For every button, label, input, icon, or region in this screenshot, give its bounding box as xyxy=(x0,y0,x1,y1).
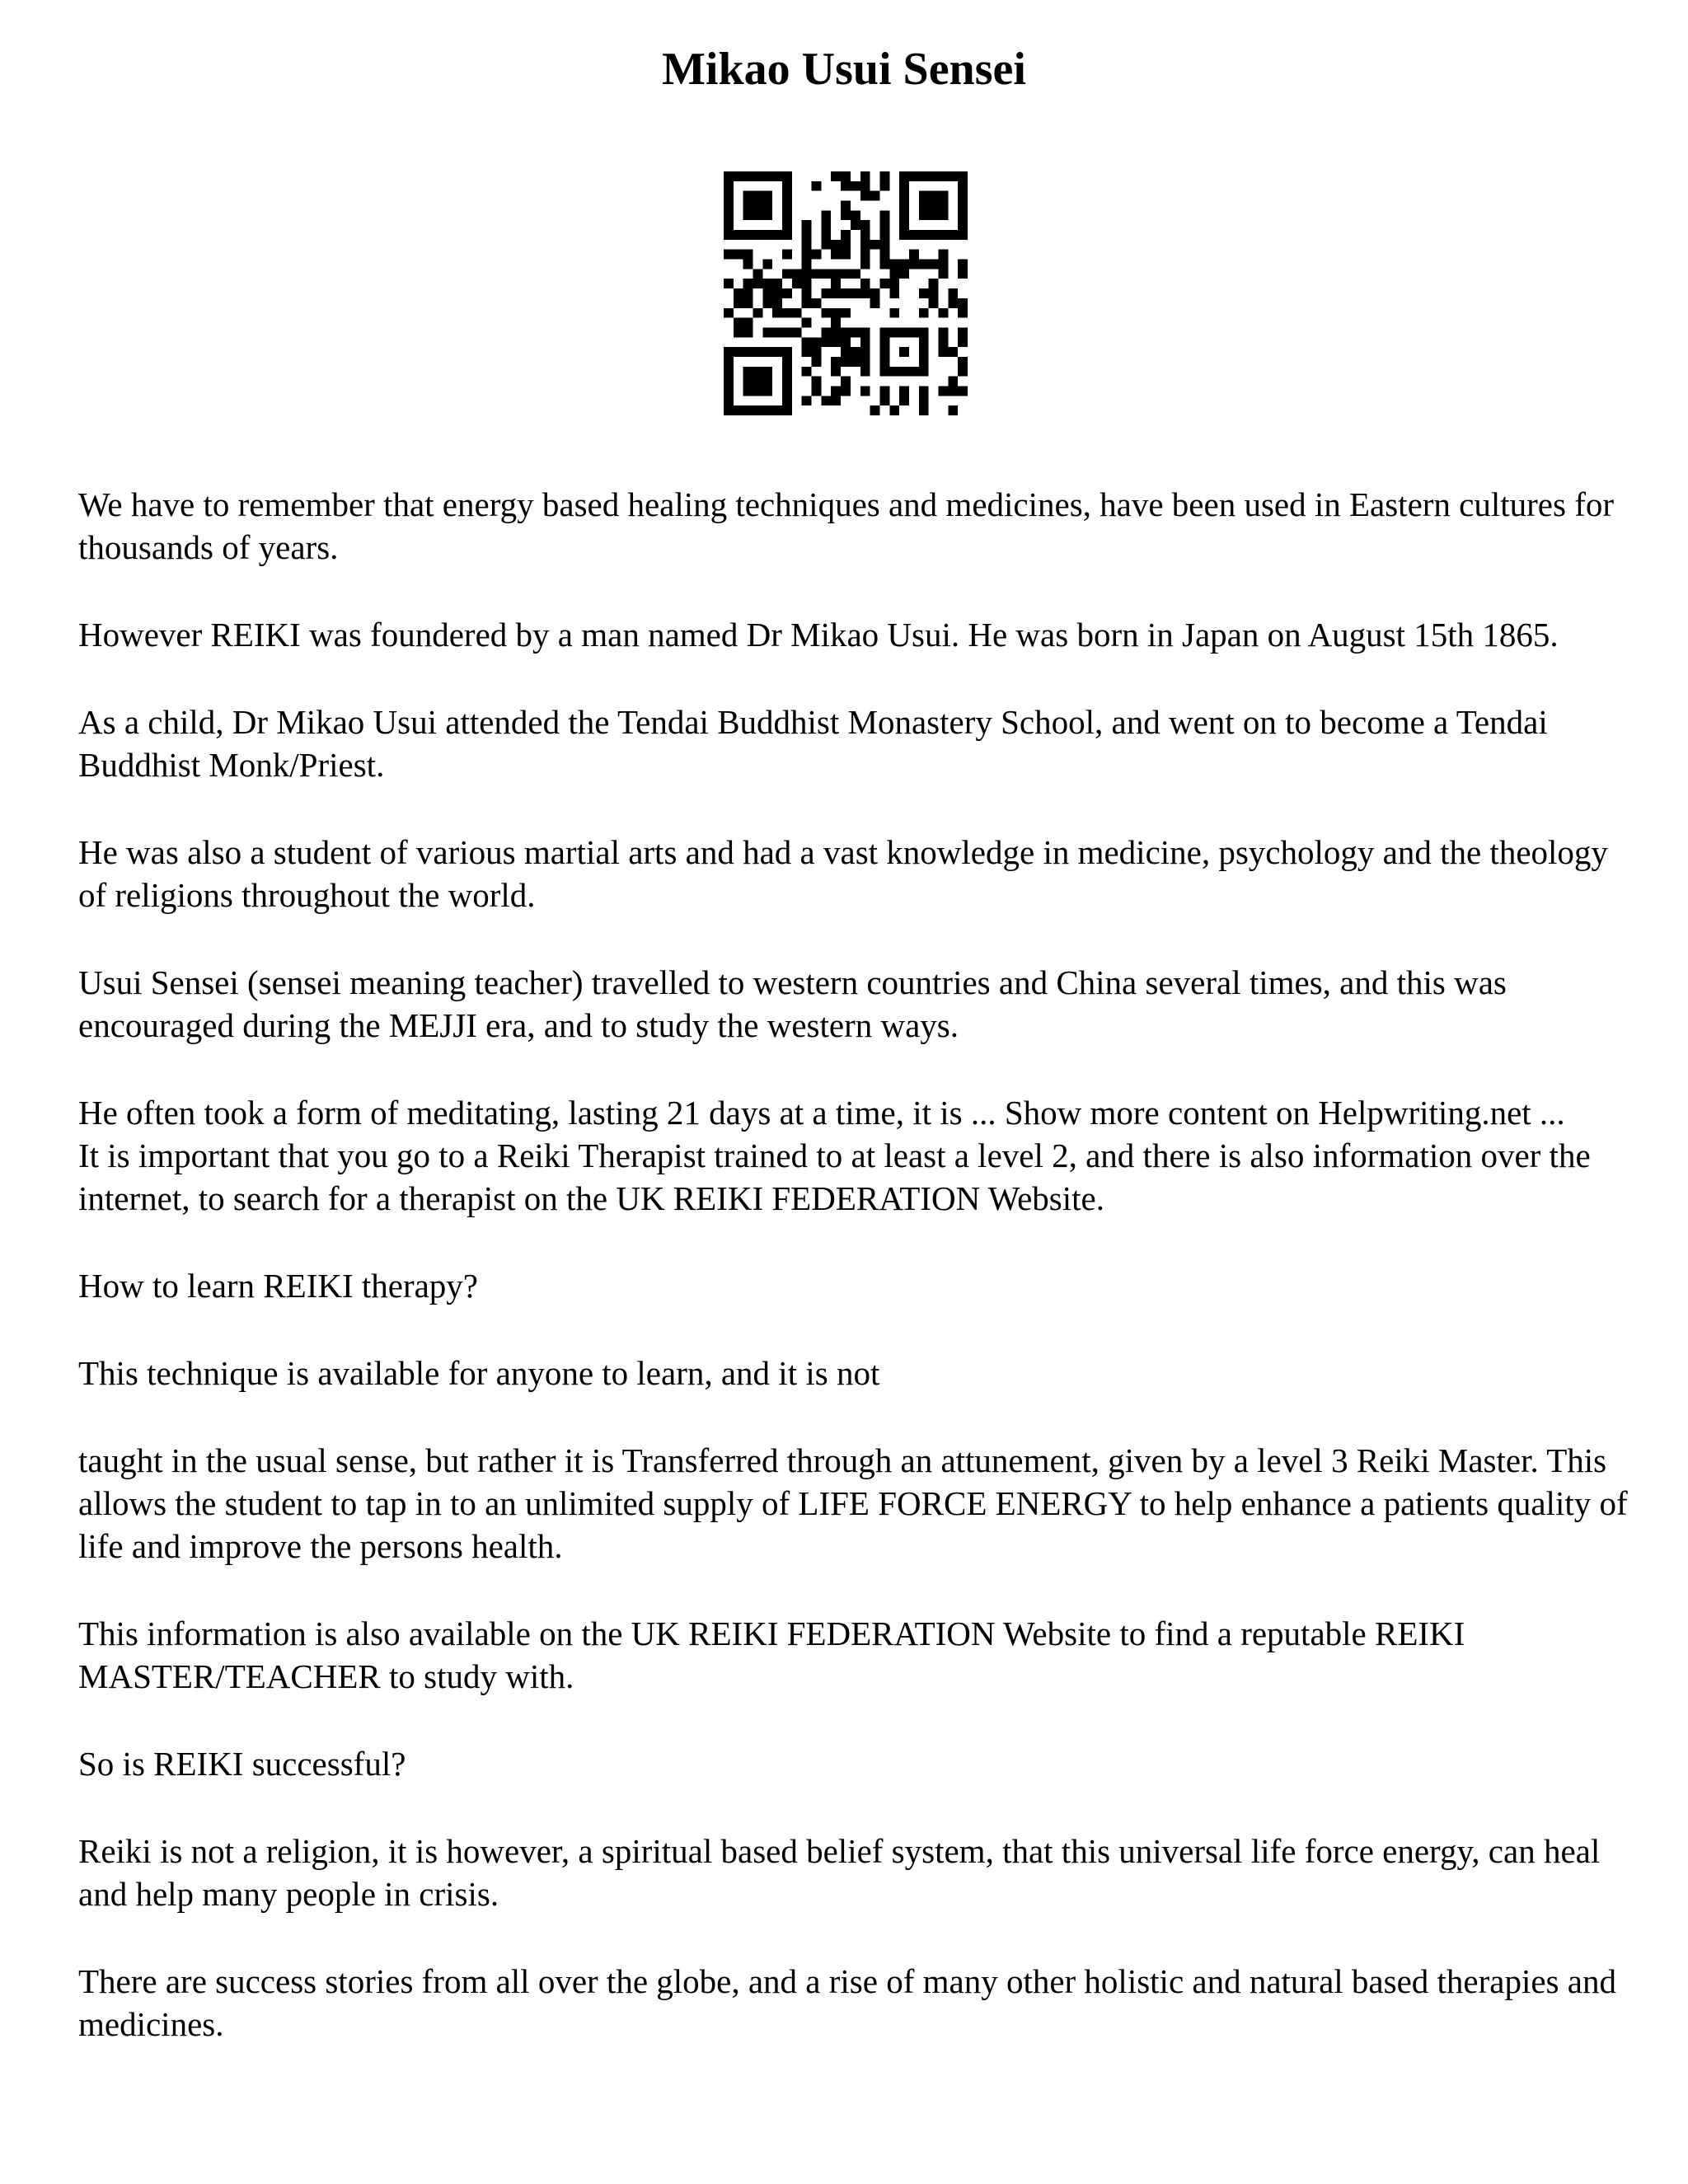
paragraph: So is REIKI successful? xyxy=(78,1745,406,1783)
qr-code-icon xyxy=(724,171,968,415)
paragraph: Reiki is not a religion, it is however, a spiritual based belief system, that this universal life force energy, can heal and help many people in crisis. xyxy=(78,1832,1601,1913)
paragraph: As a child, Dr Mikao Usui attended the Tendai Buddhist Monastery School, and went on to become a Tendai Buddhist Monk/Priest. xyxy=(78,703,1548,784)
page-title: Mikao Usui Sensei xyxy=(662,44,1026,95)
paragraph: This technique is available for anyone to learn, and it is not xyxy=(78,1354,880,1392)
paragraph: It is important that you go to a Reiki Therapist trained to at least a level 2, and there is also information over the internet, to search for a therapist on the UK REIKI FEDERATION Website. xyxy=(78,1137,1591,1217)
article-body xyxy=(78,483,1628,2090)
paragraph: However REIKI was foundered by a man named Dr Mikao Usui. He was born in Japan on August 15th 1865. xyxy=(78,616,1559,654)
paragraph: taught in the usual sense, but rather it is Transferred through an attunement, given by a level 3 Reiki Master. This allows the student to tap in to an unlimited supply of LIFE FORCE ENERGY to help enhance a patients quality of life and improve the persons health. xyxy=(78,1441,1628,1565)
paragraph: He often took a form of meditating, lasting 21 days at a time, it is ... Show more content on Helpwriting.net ... xyxy=(78,1094,1565,1132)
paragraph: How to learn REIKI therapy? xyxy=(78,1267,478,1305)
paragraph: This information is also available on the UK REIKI FEDERATION Website to find a reputable REIKI MASTER/TEACHER to study with. xyxy=(78,1615,1465,1695)
paragraph: Usui Sensei (sensei meaning teacher) travelled to western countries and China several times, and this was encouraged during the MEJJI era, and to study the western ways. xyxy=(78,963,1507,1044)
paragraph: We have to remember that energy based healing techniques and medicines, have been used in Eastern cultures for thousands of years. xyxy=(78,485,1615,566)
paragraph: There are success stories from all over the globe, and a rise of many other holistic and natural based therapies and medicines. xyxy=(78,1962,1616,2043)
paragraph: He was also a student of various martial arts and had a vast knowledge in medicine, psychology and the theology of religions throughout the world. xyxy=(78,833,1608,914)
